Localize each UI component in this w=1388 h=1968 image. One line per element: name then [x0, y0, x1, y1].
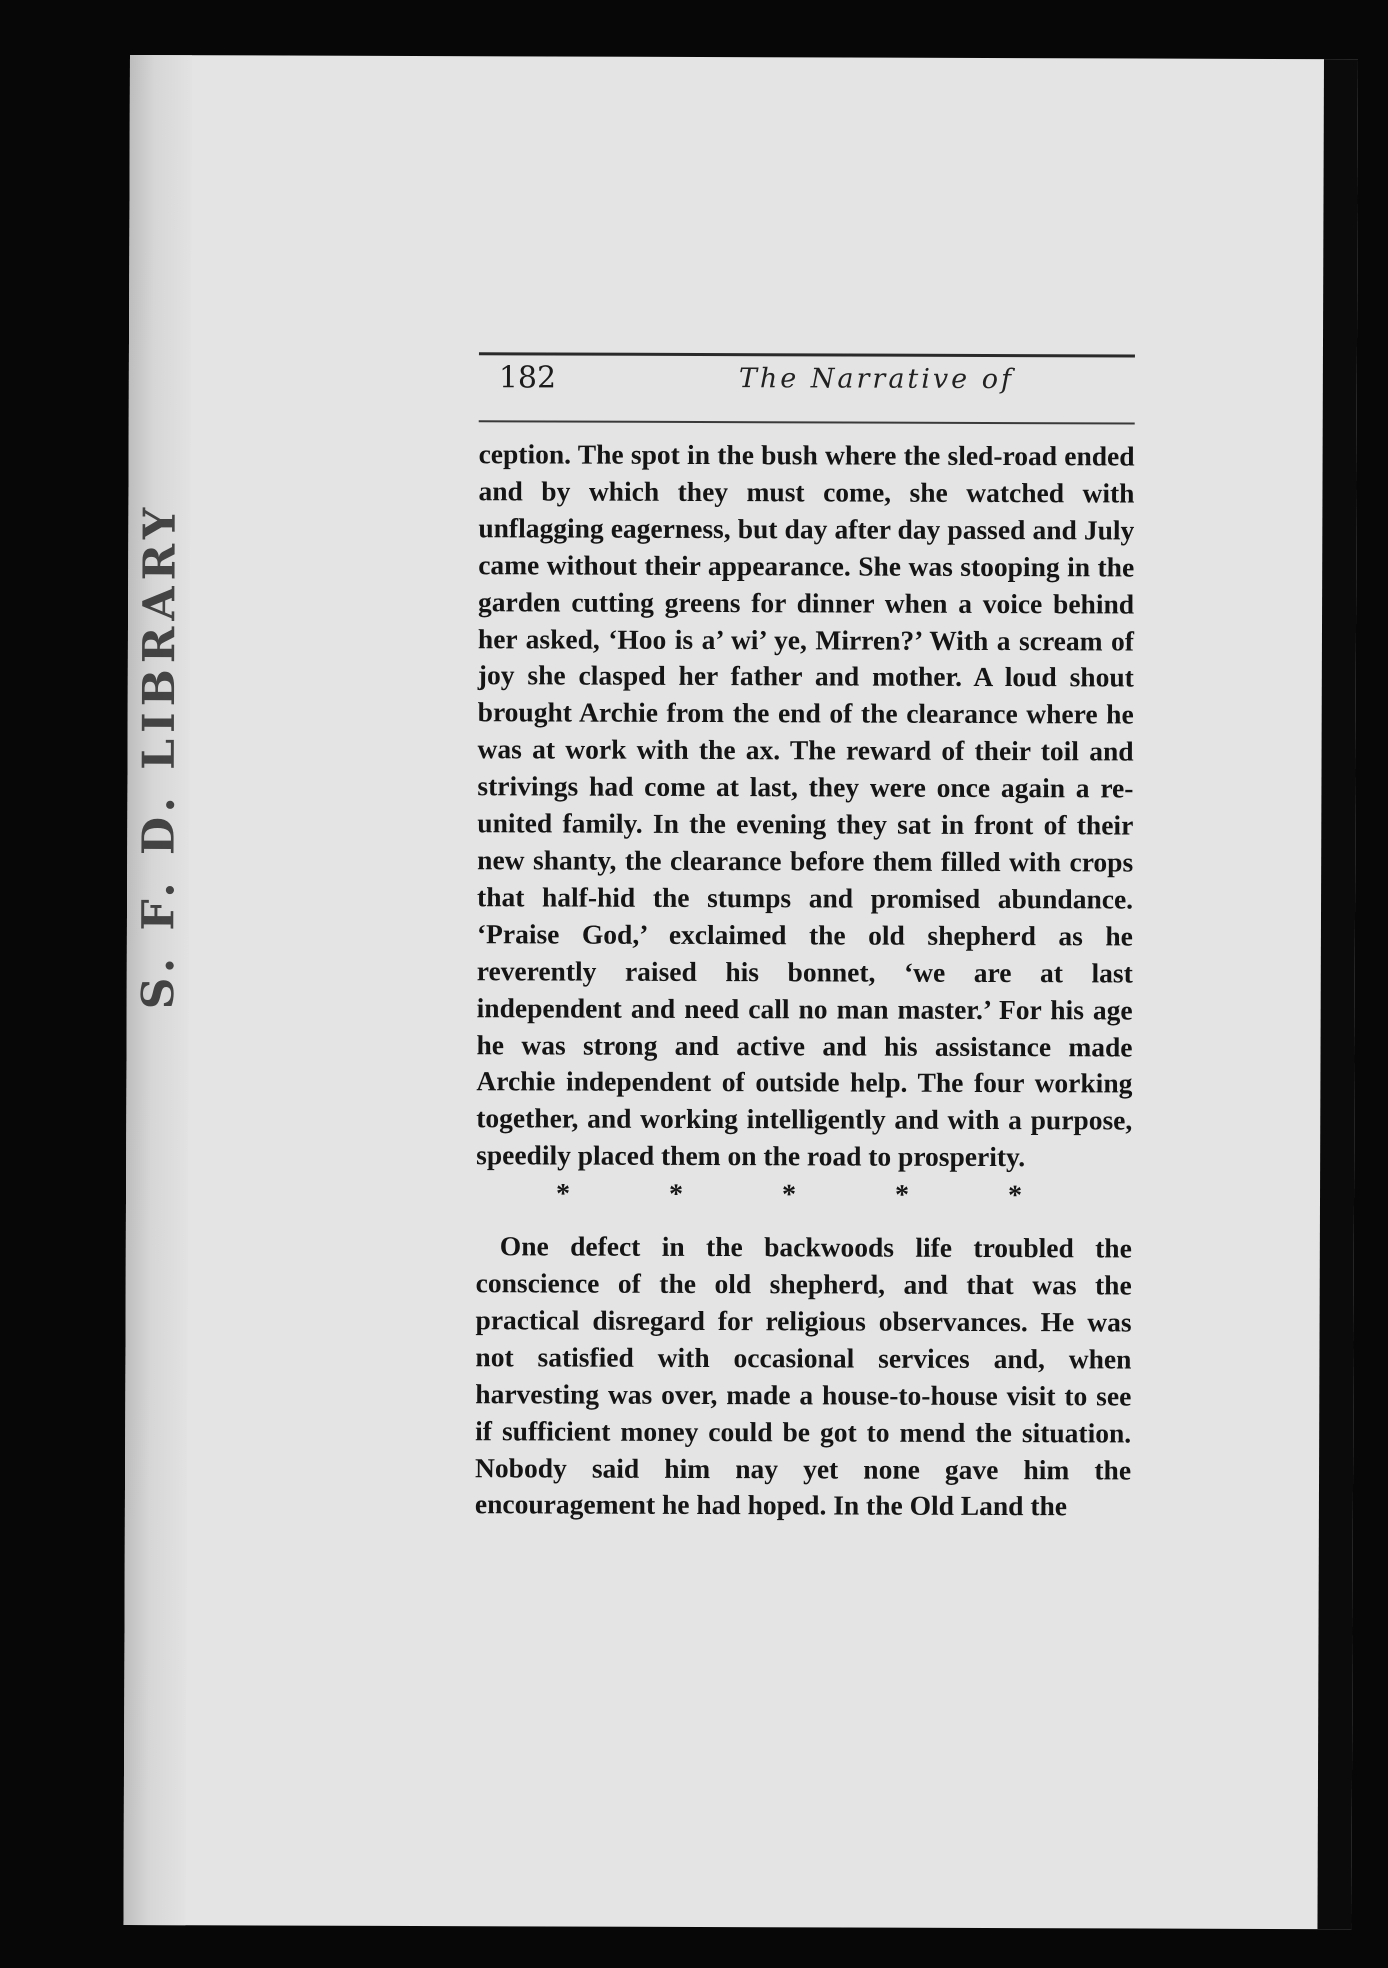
library-stamp [131, 475, 189, 1035]
header-rule-bottom [479, 420, 1135, 424]
running-title: The Narrative of [738, 363, 1015, 396]
page-number: 182 [498, 360, 557, 396]
separator-star: * [668, 1179, 684, 1211]
body-text [475, 436, 1135, 1526]
paragraph: One defect in the backwoods life troubled the conscience of the old shepherd, and that was the practical disregard for religious observances. He was not satisfied with occasional services and, when harvesting was over, made a house-to-house visit to see if sufficient money could be got to mend the situation. Nobody said him nay yet none gave him the encouragement he had hoped. In the Old Land the [474, 1230, 1132, 1522]
paragraph: ception. The spot in the bush where the sled-road ended and by which they must come, she watched with unflagging eagerness, but day after day passed and July came without their appearance. She was stooping in the garden cutting greens for dinner when a voice behind her asked, ‘Hoo is a’ wi’ ye, Mirren?’ With a scream of joy she clasped her father and mother. A loud shout brought Archie from the end of the clearance where he was at work with the ax. The reward of their toil and strivings had come at last, they were once again a re-united family. In the evening they sat in front of their new shanty, the clearance before them filled with crops that half-hid the stumps and promised abundance. ‘Praise God,’ exclaimed the old shepherd as he reverently raised his bonnet, ‘we are at last independent and need call no man master.’ For his age he was strong and active and his assistance made Archie independent of outside help. The four working together, and working intelligently and with a purpose, speedily placed them on the road to prosperity. [476, 438, 1135, 1173]
book-page [123, 55, 1358, 1929]
header-rule-top [479, 352, 1135, 357]
section-separator [476, 1176, 1132, 1214]
separator-star: * [1007, 1180, 1023, 1212]
separator-star: * [894, 1179, 910, 1211]
library-stamp-text: S. F. D. LIBRARY [133, 501, 186, 1009]
page-edge-shadow [1317, 59, 1358, 1929]
separator-star: * [555, 1178, 571, 1210]
separator-star: * [781, 1179, 797, 1211]
book-spine [123, 55, 192, 1925]
